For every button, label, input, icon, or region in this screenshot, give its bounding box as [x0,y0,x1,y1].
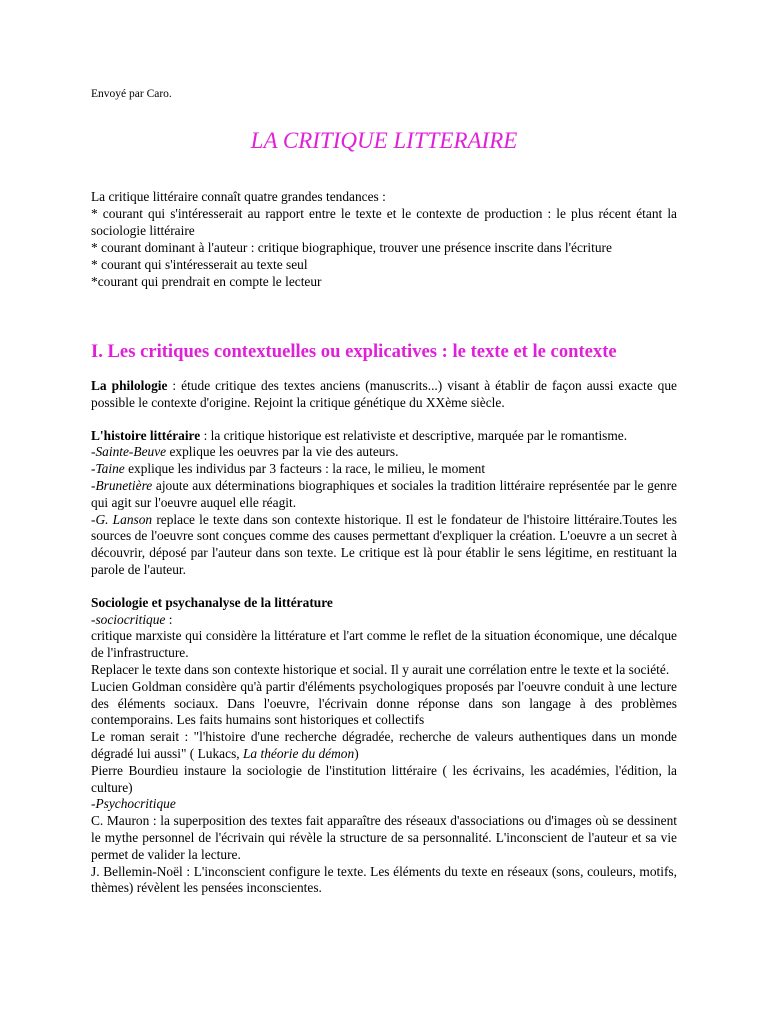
intro-line: *courant qui prendrait en compte le lecteur [91,274,322,289]
paragraph-gap [91,579,677,595]
sender-line: Envoyé par Caro. [91,88,172,100]
philologie-paragraph [91,378,677,412]
critic-name: -Brunetière [91,477,153,493]
section-body [91,378,677,897]
critic-text: ajoute aux déterminations biographiques et sociales la tradition littéraire représentée par le genre qui agit sur l'oeuvre auquel elle réagit. [91,477,677,510]
psychocritique-line: C. Mauron : la superposition des textes fait apparaître des réseaux d'associations ou d'images où se dessinent le mythe personnel de l'écrivain qui révèle la structure de sa personnalité. L'inconscient de l'auteur et sa vie permet de valider la lecture. [91,813,677,862]
psychocritique-label: -Psychocritique [91,796,176,812]
critic-name: -Taine [91,461,125,477]
socio-heading: Sociologie et psychanalyse de la littérature [91,594,333,610]
philologie-term: La philologie [91,378,168,393]
psychocritique-line: J. Bellemin-Noël : L'inconscient configure le texte. Les éléments du texte en réseaux (sons, couleurs, motifs, thèmes) révèlent les pensées inconscientes. [91,863,677,896]
intro-line: La critique littéraire connaît quatre grandes tendances : [91,189,386,204]
critic-name: -G. Lanson [91,511,153,527]
roman-quote [91,729,677,763]
paragraph-gap [91,412,677,428]
critic-text: replace le texte dans son contexte historique. Il est le fondateur de l'histoire littéraire.Toutes les sources de l'oeuvre sont conçues comme des causes permettant d'expliquer la création. L'oeuvre a un secret à découvrir, déposé par l'auteur dans son texte. Le critique est là pour établir le sens légitime, en restituant la parole de l'auteur. [91,511,677,577]
roman-suffix: ) [354,745,359,761]
roman-prefix: Le roman serait : "l'histoire d'une recherche dégradée, recherche de valeurs authentiques dans un monde dégradé lui aussi" ( Lukacs, [91,729,677,761]
histoire-text: : la critique historique est relativiste et descriptive, marquée par le romantisme. [200,427,628,443]
sociocritique-line: Replacer le texte dans son contexte historique et social. Il y aurait une corrélation entre le texte et la société. [91,661,670,677]
roman-work: La théorie du démon [242,745,355,761]
intro-line: * courant qui s'intéresserait au texte seul [91,257,308,272]
intro-line: * courant dominant à l'auteur : critique biographique, trouver une présence inscrite dans l'écriture [91,240,612,255]
sociocritique-line: Lucien Goldman considère qu'à partir d'éléments psychologiques proposés par l'oeuvre conduit à une lecture des éléments sociaux. Dans l'oeuvre, l'écrivain donne réponse dans son langage à des problèmes contemporains. Les faits humains sont historiques et collectifs [91,678,677,728]
document-title: LA CRITIQUE LITTERAIRE [250,128,518,153]
critic-item [91,461,677,478]
critic-item [91,512,677,579]
histoire-paragraph [91,428,677,445]
sociocritique-suffix: : [165,611,173,627]
sociocritique-label: -sociocritique [91,611,166,627]
intro-block [91,188,677,290]
section-title: I. Les critiques contextuelles ou explicatives : le texte et le contexte [91,341,617,362]
sociocritique-label-line [91,612,677,629]
critic-item [91,444,677,461]
philologie-text: : étude critique des textes anciens (manuscrits...) visant à établir de façon aussi exacte que possible le contexte d'origine. Rejoint la critique génétique du XXème siècle. [91,378,678,410]
critic-name: -Sainte-Beuve [91,444,167,460]
critic-text: explique les oeuvres par la vie des auteurs. [166,444,399,460]
sociocritique-line: critique marxiste qui considère la littérature et l'art comme le reflet de la situation économique, une décalque de l'infrastructure. [91,628,677,661]
intro-line: * courant qui s'intéresserait au rapport entre le texte et le contexte de production : le plus récent étant la sociologie littéraire [91,206,677,238]
histoire-term: L'histoire littéraire [91,427,201,443]
bourdieu-line: Pierre Bourdieu instaure la sociologie de l'institution littéraire ( les écrivains, les académies, l'édition, la culture) [91,762,677,795]
critic-item [91,478,677,512]
critic-text: explique les individus par 3 facteurs : la race, le milieu, le moment [124,461,486,477]
